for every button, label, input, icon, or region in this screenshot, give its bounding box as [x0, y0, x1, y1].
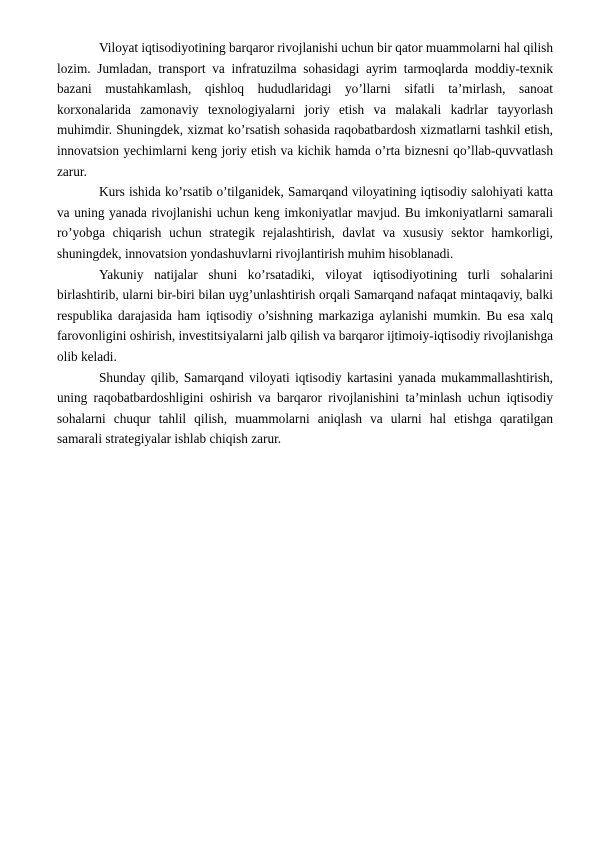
paragraph-1: Viloyat iqtisodiyotining barqaror rivojlanishi uchun bir qator muammolarni hal qilish lozim. Jumladan, transport va infratuzilma sohasidagi ayrim tarmoqlarda moddiy-texnik bazani mustahkamlash, qishloq hududlaridagi yo’llarni sifatli ta’mirlash, sanoat korxonalarida zamonaviy texnologiyalarni joriy etish va malakali kadrlar tayyorlash muhimdir. Shuningdek, xizmat ko’rsatish sohasida raqobatbardosh xizmatlarni tashkil etish, innovatsion yechimlarni keng joriy etish va kichik hamda o’rta biznesni qo’llab-quvvatlash zarur. [57, 40, 553, 179]
document-body [57, 38, 553, 450]
paragraph-4: Shunday qilib, Samarqand viloyati iqtisodiy kartasini yanada mukammallashtirish, uning raqobatbardoshligini oshirish va barqaror rivojlanishini ta’minlash uchun iqtisodiy sohalarni chuqur tahlil qilish, muammolarni aniqlash va ularni hal etishga qaratilgan samarali strategiyalar ishlab chiqish zarur. [57, 369, 553, 447]
paragraph-2: Kurs ishida ko’rsatib o’tilganidek, Samarqand viloyatining iqtisodiy salohiyati katta va uning yanada rivojlanishi uchun keng imkoniyatlar mavjud. Bu imkoniyatlarni samarali ro’yobga chiqarish uchun strategik rejalashtirish, davlat va xususiy sektor hamkorligi, shuningdek, innovatsion yondashuvlarni rivojlantirish muhim hisoblanadi. [57, 184, 553, 261]
paragraph-3: Yakuniy natijalar shuni ko’rsatadiki, viloyat iqtisodiyotining turli sohalarini birlashtirib, ularni bir-biri bilan uyg’unlashtirish orqali Samarqand nafaqat mintaqaviy, balki respublika darajasida ham iqtisodiy o’sishning markaziga aylanishi mumkin. Bu esa xalq farovonligini oshirish, investitsiyalarni jalb qilish va barqaror ijtimoiy-iqtisodiy rivojlanishga olib keladi. [57, 266, 553, 364]
